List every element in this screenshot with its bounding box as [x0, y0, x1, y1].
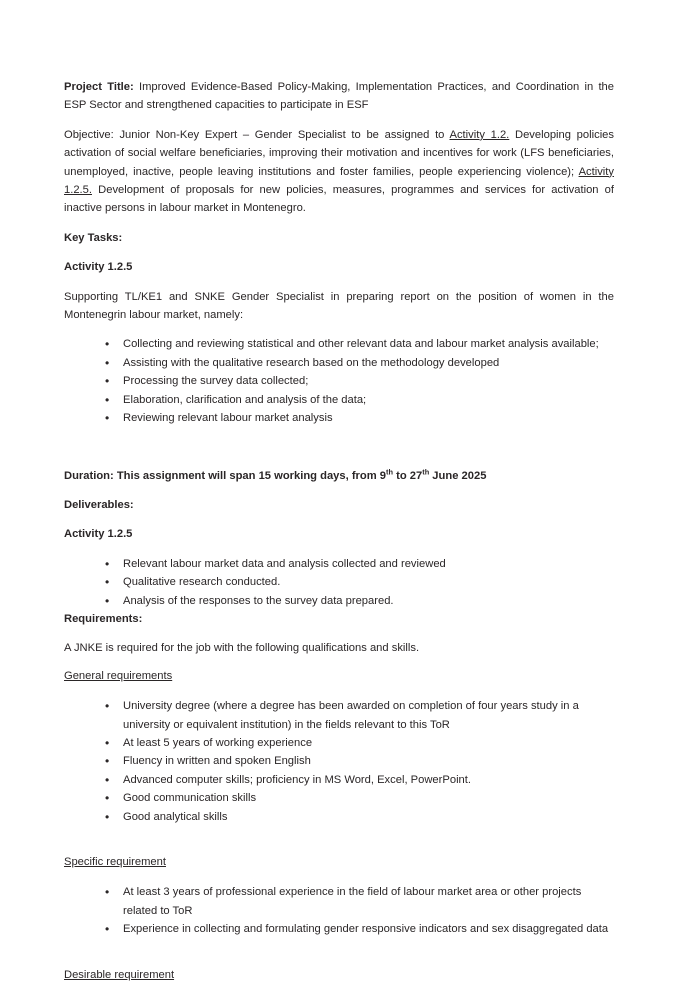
list-item: • Good analytical skills	[105, 808, 614, 826]
desirable-requirement-heading: Desirable requirement	[64, 968, 175, 981]
list-item: • At least 3 years of professional experience in the field of labour market area or other projects related to ToR	[105, 883, 614, 920]
duration-ordinal-2: th	[422, 466, 430, 476]
section-spacer	[64, 439, 614, 467]
project-title-text: Improved Evidence-Based Policy-Making, Implementation Practices, and Coordination in the ESP Sector and strengthened capacities to participate in ESF	[64, 81, 614, 112]
document-body	[64, 78, 614, 984]
objective-lead-text: Objective: Junior Non-Key Expert – Gender Specialist to be assigned to	[64, 128, 450, 141]
list-item: • Assisting with the qualitative research based on the methodology developed	[105, 354, 614, 372]
duration-paragraph	[64, 467, 614, 485]
list-item: • Qualitative research conducted.	[105, 573, 614, 591]
supporting-paragraph: Supporting TL/KE1 and SNKE Gender Specialist in preparing report on the position of women in the Montenegrin labour market, namely:	[64, 290, 614, 322]
list-item: • Processing the survey data collected;	[105, 372, 614, 390]
activity-heading-deliverables: Activity 1.2.5	[64, 528, 133, 541]
list-item: • Fluency in written and spoken English	[105, 752, 614, 770]
general-requirements-heading: General requirements	[64, 669, 173, 682]
list-item: • Good communication skills	[105, 789, 614, 807]
objective-activity-link-1[interactable]: Activity 1.2.	[449, 128, 510, 141]
section-spacer	[64, 950, 614, 966]
deliverables-list	[64, 555, 614, 610]
key-tasks-heading: Key Tasks:	[64, 231, 123, 244]
specific-requirements-list	[64, 883, 614, 938]
list-item: • Advanced computer skills; proficiency in MS Word, Excel, PowerPoint.	[105, 771, 614, 789]
duration-label: Duration:	[64, 469, 114, 482]
list-item: • Analysis of the responses to the survey data prepared.	[105, 592, 614, 610]
duration-text-1: This assignment will span 15 working days, from 9	[113, 469, 387, 482]
deliverables-heading: Deliverables:	[64, 498, 134, 511]
general-requirements-list	[64, 697, 614, 826]
objective-tail-text: Development of proposals for new policies, measures, programmes and services for activation of inactive persons in labour market in Montenegro.	[64, 184, 614, 215]
specific-requirement-heading: Specific requirement	[64, 856, 166, 868]
objective-middle-text: Developing policies activation of social welfare beneficiaries, improving their motivation and incentives for work (LFS beneficiaries, unemployed, inactive, people leaving institutions and foster families, people experiencing violence);	[64, 128, 614, 178]
objective-activity-link-2[interactable]: Activity 1.2.5.	[64, 165, 614, 197]
list-item: • Elaboration, clarification and analysis of the data;	[105, 391, 614, 409]
activity-heading-key-tasks: Activity 1.2.5	[64, 261, 133, 274]
requirements-heading: Requirements:	[64, 612, 143, 625]
key-tasks-list	[64, 335, 614, 427]
list-item: • Reviewing relevant labour market analysis	[105, 409, 614, 427]
list-item: • Relevant labour market data and analysis collected and reviewed	[105, 555, 614, 573]
list-item: • At least 5 years of working experience	[105, 734, 614, 752]
duration-text-3: June 2025	[429, 469, 487, 482]
list-item: • Experience in collecting and formulating gender responsive indicators and sex disaggregated data	[105, 920, 614, 938]
duration-ordinal-1: th	[386, 466, 393, 476]
section-spacer	[64, 837, 614, 853]
objective-paragraph	[64, 126, 614, 218]
requirements-intro: A JNKE is required for the job with the following qualifications and skills.	[64, 642, 420, 655]
project-title-paragraph	[64, 78, 614, 115]
list-item: • University degree (where a degree has been awarded on completion of four years study in a university or equivalent institution) in the fields relevant to this ToR	[105, 697, 614, 734]
list-item: • Collecting and reviewing statistical and other relevant data and labour market analysis available;	[105, 335, 614, 353]
project-title-label: Project Title:	[64, 81, 134, 93]
duration-text-2: to 27	[393, 469, 423, 482]
